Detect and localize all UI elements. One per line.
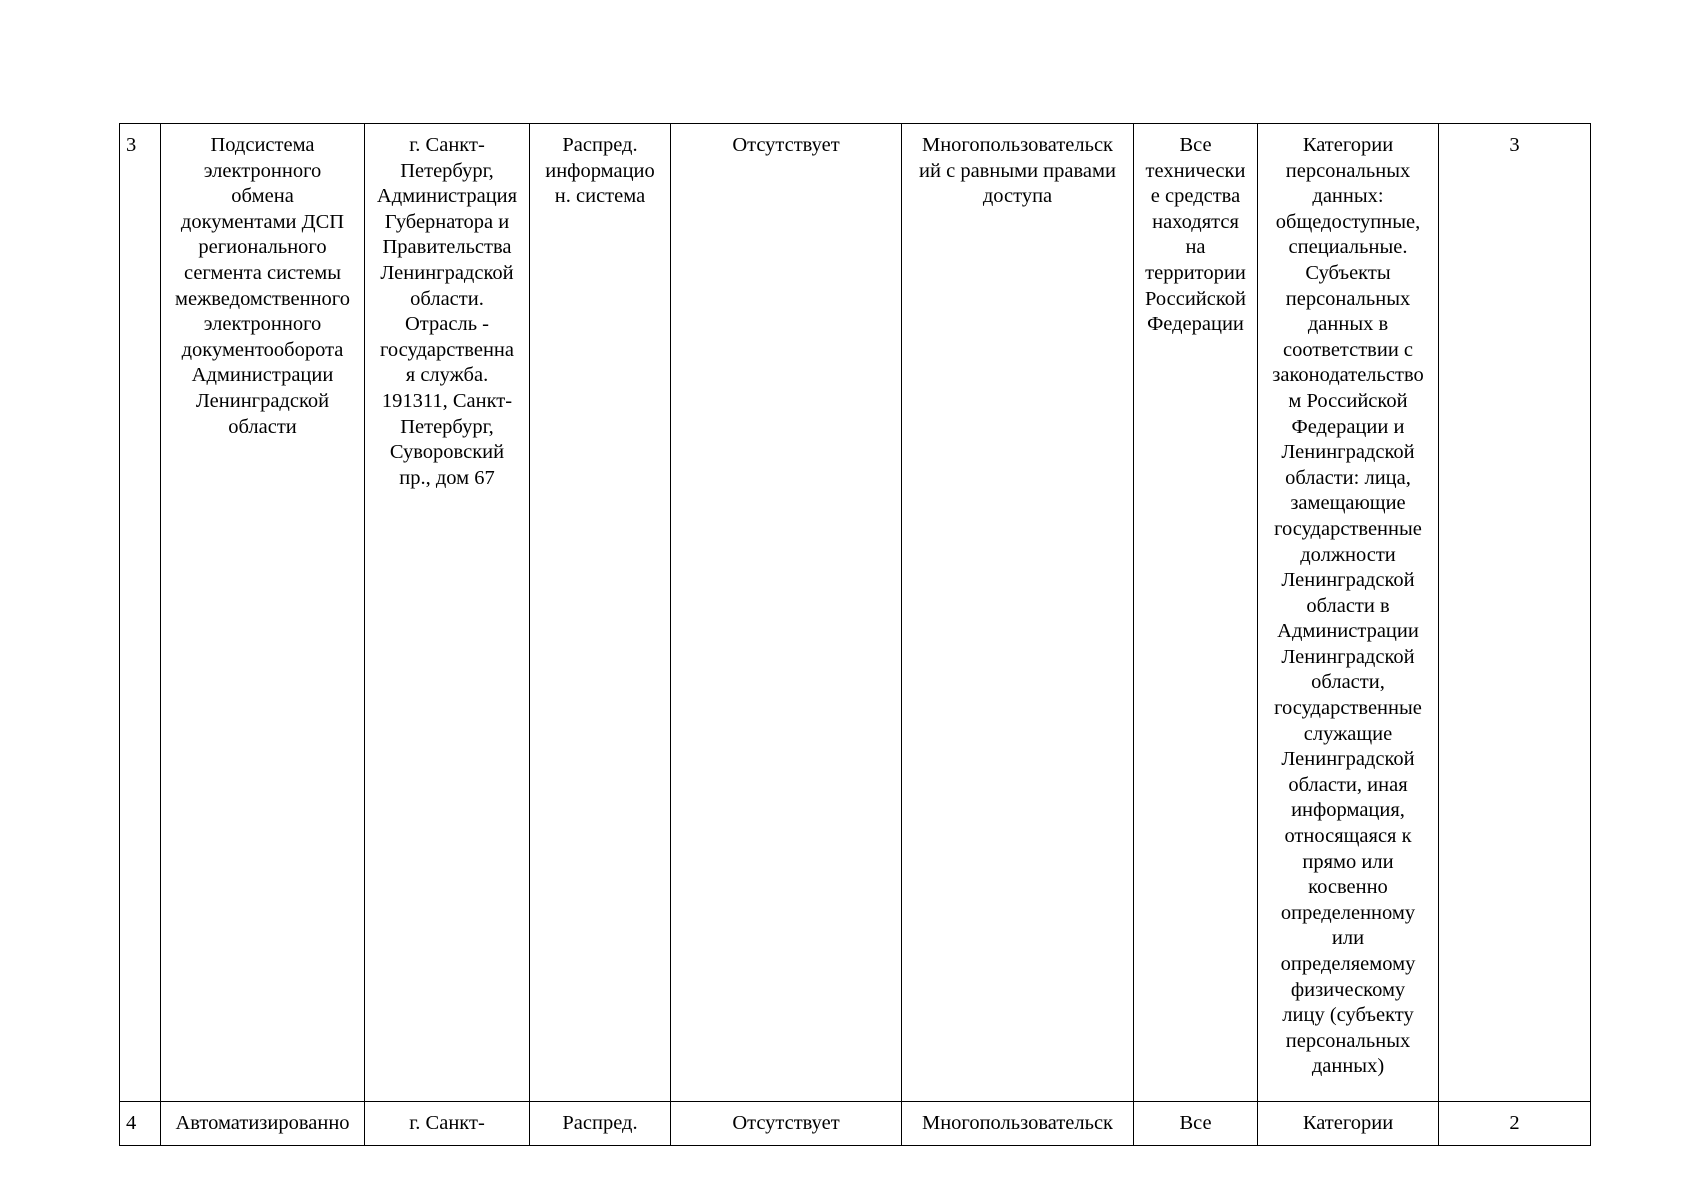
- mode-line: ий с равными правами: [919, 159, 1116, 182]
- placement-line: е средства: [1150, 185, 1241, 208]
- categories-line: области в: [1306, 594, 1390, 617]
- mode-line: Многопользовательск: [921, 1112, 1114, 1134]
- categories-line: Категории: [1302, 1112, 1394, 1134]
- mode-cell: [902, 1102, 1134, 1146]
- row-number-cell: [120, 1102, 161, 1146]
- categories-line: Ленинградской: [1281, 441, 1415, 464]
- categories-line: общедоступные,: [1275, 210, 1421, 233]
- categories-line: соответствии с: [1282, 338, 1414, 361]
- categories-line: относящаяся к: [1284, 825, 1412, 848]
- structure-line: Распред.: [562, 134, 638, 156]
- protection-level: 3: [1509, 134, 1520, 156]
- placement-line: Российской: [1144, 287, 1247, 310]
- location-line: Отрасль -: [405, 313, 489, 336]
- categories-line: Ленинградской: [1281, 645, 1415, 668]
- categories-line: области,: [1311, 671, 1385, 694]
- system-name-line: обмена: [231, 185, 294, 208]
- placement-line: Все: [1179, 134, 1212, 156]
- row-number: 4: [126, 1112, 137, 1134]
- categories-line: специальные.: [1288, 236, 1408, 259]
- level-cell: [1439, 1102, 1591, 1146]
- location-line: Петербург,: [400, 159, 494, 182]
- system-name-line: Автоматизированно: [175, 1112, 350, 1134]
- level-cell: [1439, 124, 1591, 1102]
- row-number: 3: [126, 134, 137, 156]
- location-line: 191311, Санкт-: [381, 389, 513, 412]
- categories-line: государственные: [1274, 697, 1422, 720]
- categories-line: косвенно: [1308, 876, 1388, 899]
- categories-line: прямо или: [1302, 850, 1394, 873]
- protection-level: 2: [1509, 1112, 1520, 1134]
- categories-line: данных:: [1312, 185, 1384, 208]
- categories-cell: [1258, 124, 1439, 1102]
- mode-line: доступа: [982, 185, 1053, 208]
- placement-cell: [1134, 1102, 1258, 1146]
- placement-line: Федерации: [1147, 313, 1244, 336]
- table-row: [120, 124, 1591, 1102]
- categories-line: данных): [1311, 1055, 1385, 1078]
- location-cell: [365, 1102, 530, 1146]
- placement-line: технически: [1145, 159, 1246, 182]
- categories-line: области: лица,: [1285, 466, 1411, 489]
- system-name-cell: [161, 124, 365, 1102]
- location-line: пр., дом 67: [399, 466, 495, 489]
- structure-line: информацио: [545, 159, 655, 182]
- categories-line: законодательство: [1272, 364, 1424, 387]
- placement-cell: [1134, 124, 1258, 1102]
- row-number-cell: [120, 124, 161, 1102]
- categories-line: Ленинградской: [1281, 748, 1415, 771]
- mode-cell: [902, 124, 1134, 1102]
- structure-line: н. система: [554, 185, 646, 208]
- connection-cell: [671, 1102, 902, 1146]
- categories-line: служащие: [1303, 722, 1393, 745]
- system-name-line: области: [228, 415, 297, 438]
- system-name-line: электронного: [203, 159, 322, 182]
- system-name-line: регионального: [198, 236, 327, 259]
- system-name-cell: [161, 1102, 365, 1146]
- structure-cell: [530, 124, 671, 1102]
- categories-line: замещающие: [1290, 492, 1406, 515]
- system-name-line: электронного: [203, 313, 322, 336]
- system-name-line: документооборота: [181, 338, 344, 361]
- connection-line: Отсутствует: [732, 134, 840, 156]
- location-line: я служба.: [405, 364, 489, 387]
- location-line: Петербург,: [400, 415, 494, 438]
- mode-line: Многопользовательск: [921, 134, 1114, 156]
- categories-cell: [1258, 1102, 1439, 1146]
- system-name-line: Администрации: [191, 364, 334, 387]
- table-row: [120, 1102, 1591, 1146]
- categories-line: Субъекты: [1305, 261, 1391, 284]
- categories-line: Категории: [1302, 134, 1394, 156]
- information-systems-table: [119, 123, 1591, 1146]
- location-line: Правительства: [382, 236, 512, 259]
- system-name-line: межведомственного: [175, 287, 350, 310]
- categories-line: государственные: [1274, 517, 1422, 540]
- location-line: Администрация: [376, 185, 518, 208]
- placement-line: территории: [1145, 261, 1246, 284]
- categories-line: или: [1331, 927, 1365, 950]
- location-line: Ленинградской: [380, 261, 514, 284]
- location-line: г. Санкт-: [409, 134, 485, 156]
- location-line: Губернатора и: [384, 210, 510, 233]
- connection-cell: [671, 124, 902, 1102]
- location-line: области.: [410, 287, 484, 310]
- categories-line: данных в: [1307, 313, 1389, 336]
- categories-line: Ленинградской: [1281, 569, 1415, 592]
- system-name-line: Подсистема: [210, 134, 315, 156]
- placement-line: находятся: [1152, 210, 1239, 233]
- system-name-line: сегмента системы: [183, 261, 342, 284]
- location-line: государственна: [380, 338, 514, 361]
- categories-line: персональных: [1285, 287, 1411, 310]
- location-line: г. Санкт-: [409, 1112, 485, 1134]
- categories-line: Федерации и: [1291, 415, 1405, 438]
- categories-line: м Российской: [1288, 389, 1408, 412]
- categories-line: персональных: [1285, 159, 1411, 182]
- structure-line: Распред.: [562, 1112, 638, 1134]
- location-line: Суворовский: [389, 441, 505, 464]
- categories-line: определяемому: [1280, 953, 1416, 975]
- categories-line: информация,: [1291, 799, 1405, 822]
- placement-line: Все: [1179, 1112, 1212, 1134]
- placement-line: на: [1185, 236, 1206, 259]
- system-name-line: Ленинградской: [195, 389, 330, 412]
- categories-line: области, иная: [1288, 773, 1408, 796]
- connection-line: Отсутствует: [732, 1112, 840, 1134]
- structure-cell: [530, 1102, 671, 1146]
- categories-line: персональных: [1285, 1029, 1411, 1052]
- categories-line: лицу (субъекту: [1282, 1004, 1414, 1027]
- location-cell: [365, 124, 530, 1102]
- categories-line: определенному: [1280, 901, 1416, 924]
- categories-line: Администрации: [1277, 620, 1419, 643]
- system-name-line: документами ДСП: [180, 210, 345, 233]
- categories-line: физическому: [1290, 978, 1406, 1001]
- categories-line: должности: [1300, 543, 1396, 566]
